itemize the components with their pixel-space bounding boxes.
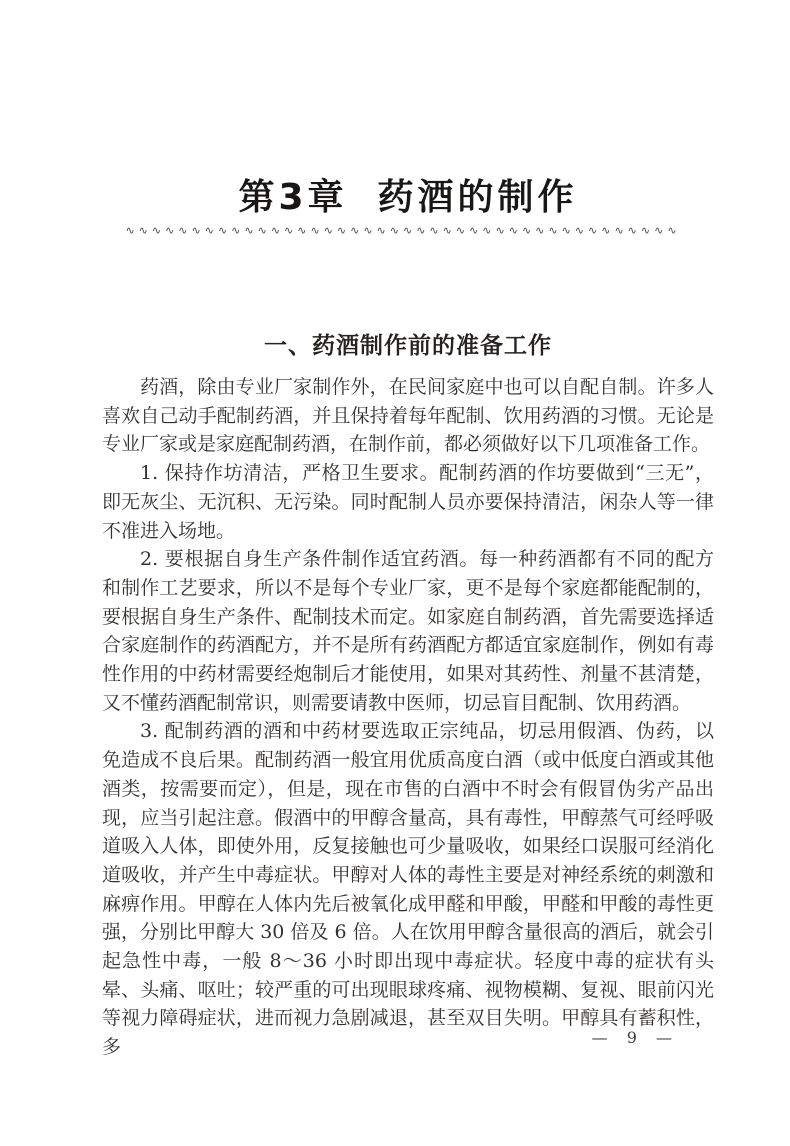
paragraph-item-1: 1. 保持作坊清洁，严格卫生要求。配制药酒的作坊要做到“三无”，即无灰尘、无沉积、无污染。同时配制人员亦要保持清洁，闲杂人等一律不准进入场地。 — [102, 462, 714, 542]
page-number: — 9 — — [591, 1028, 674, 1047]
paragraph-item-3: 3. 配制药酒的酒和中药材要选取正宗纯品，切忌用假酒、伪药，以免造成不良后果。配制药酒一般宜用优质高度白酒（或中低度白酒或其他酒类，按需要而定），但是，现在市售的白酒中不时会有假冒伪劣产品出现，应当引起注意。假酒中的甲醇含量高，具有毒性，甲醇蒸气可经呼吸道吸入人体，即使外用，反复接触也可少量吸收，如果经口误服可经消化道吸收，并产生中毒症状。甲醇对人体的毒性主要是对神经系统的刺激和麻痹作用。甲醇在人体内先后被氧化成甲醛和甲酸，甲醛和甲酸的毒性更强，分别比甲醇大 30 倍及 6 倍。人在饮用甲醇含量很高的酒后，就会引起急性中毒，一般 8～36 小时即出现中毒症状。轻度中毒的症状有头晕、头痛、呕吐；较严重的可出现眼球疼痛、视物模糊、复视、眼前闪光等视力障碍症状，进而视力急剧减退，甚至双目失明。甲醇具有蓄积性，多 — [102, 720, 714, 1059]
chapter-title — [102, 176, 714, 220]
paragraph-item-2: 2. 要根据自身生产条件制作适宜药酒。每一种药酒都有不同的配方和制作工艺要求，所以不是每个专业厂家，更不是每个家庭都能配制的，要根据自身生产条件、配制技术而定。如家庭自制药酒，首先需要选择适合家庭制作的药酒配方，并不是所有药酒配方都适宜家庭制作，例如有毒性作用的中药材需要经炮制后才能使用，如果对其药性、剂量不甚清楚，又不懂药酒配制常识，则需要请教中医师，切忌盲目配制、饮用药酒。 — [102, 548, 714, 714]
ornament-divider: ∿∿∿∿∿∿∿∿∿∿∿∿∿∿∿∿∿∿∿∿∿∿∿∿∿∿∿∿∿∿∿∿∿∿∿∿∿∿∿∿∿∿ — [125, 224, 681, 237]
page-footer — [102, 1028, 714, 1047]
chapter-name: 药酒的制作 — [377, 177, 578, 218]
section-heading: 一、药酒制作前的准备工作 — [264, 333, 552, 359]
body-text — [102, 373, 714, 1062]
chapter-number: 第3章 — [238, 177, 348, 218]
paragraph-intro: 药酒，除由专业厂家制作外，在民间家庭中也可以自配自制。许多人喜欢自己动手配制药酒，并且保持着每年配制、饮用药酒的习惯。无论是专业厂家或是家庭配制药酒，在制作前，都必须做好以下几项准备工作。 — [102, 376, 714, 456]
